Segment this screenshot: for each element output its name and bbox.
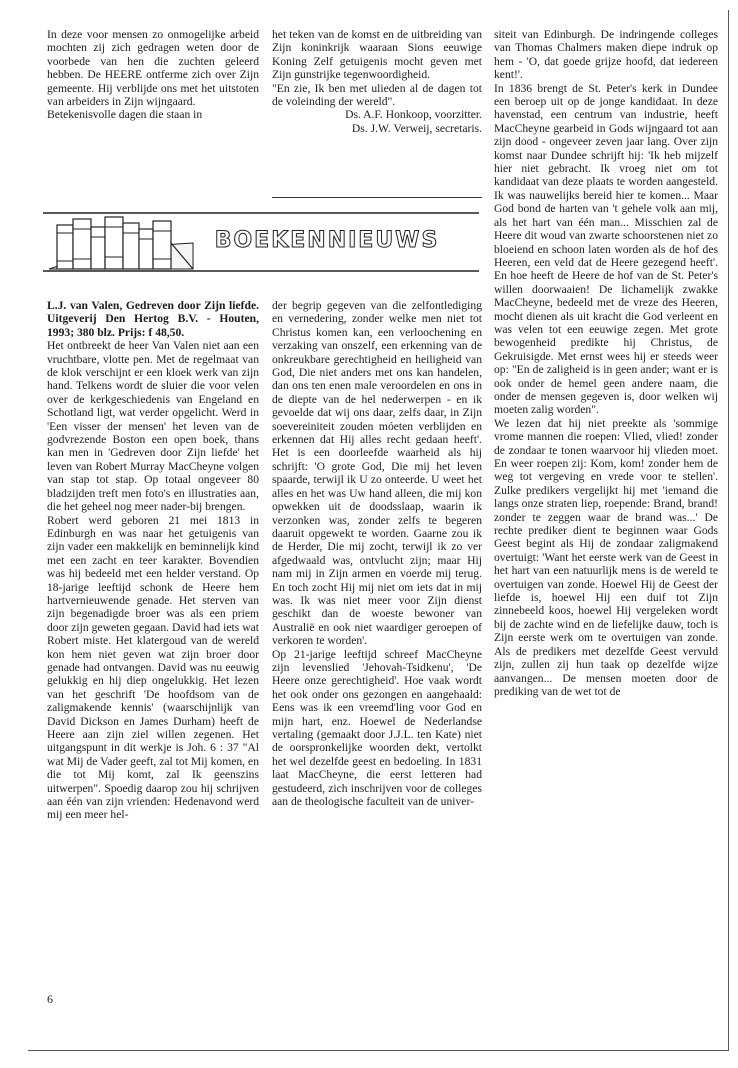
article-closing-left-column xyxy=(47,28,259,188)
review-body-right: siteit van Edinburgh. De indringende colleges van Thomas Chalmers maken diepe indruk op hem - 'O, dat goede grijze hoofd, dat iedereen kent!'. In 1836 brengt de St. Peter's kerk in Dundee een beroep uit op de jonge kandidaat. In deze havenstad, een centrum van industrie, heeft MacCheyne gearbeid in Gods wijngaard tot aan zijn dood - ongeveer zeven jaar lang. Over zijn komst naar Dundee schrijft hij: 'Ik heb mijzelf hier niet gebracht. Ik vroeg niet om tot kandidaat van deze plaats te worden aangesteld. Ik was nauwelijks bereid hier te komen... Maar God bond de harten van 't gehele volk aan mij, als het hart van één man... Misschien zal de Heere dit woud van zwarte schoorstenen niet zo bloeiend en schoon laten worden als de hof des Heeren, een veld dat de Heere gezegend heeft'. En hoe heeft de Heere de hof van de St. Peter's willen doorwaaien! De lichamelijk zwakke MacCheyne, bedeeld met de vreze des Heeren, mocht dienen als uit kracht die God verleent en was velen tot een eeuwige zegen. Met grote bewogenheid predikte hij Christus, de Gekruisigde. Met ernst wees hij er steeds weer op: "En de zaligheid is in geen ander; want er is ook onder de hemel geen andere naam, die onder de mensen gegeven is, door welken wij moeten zalig worden". We lezen dat hij niet preekte als 'sommige vrome mannen die roepen: Vlied, vlied! zonder de zondaar te tonen waarvoor hij vlieden moet. En weer roepen zij: Kom, kom! zonder hem de weg tot vergeving en vrede voor te stellen'. Zulke predikers vergelijkt hij met 'iemand die langs onze straten liep, roepende: Brand, brand! zonder te zeggen waar de brand was...' De rechte prediker dient te beginnen waar Gods Geest begint als Hij de zondaar zaligmakend overtuigt: 'Want het eerste werk van de Geest in het hart van een natuurlijk mens is de wereld te overtuigen van zonde. Hoewel Hij de Geest der liefde is, hoewel Hij een duif tot Zijn zinnebeeld koos, hoewel Hij vergeleken wordt bij de zachte wind en de liefelijke dauw, toch is Zijn eerste werk om te overtuigen van zonde. Als de predikers met dezelfde Geest vervuld zijn, zullen zij hun taak op dezelfde wijze aanvangen... De mensen moeten door de prediking van de wet tot de xyxy=(494,28,718,698)
closing-paragraph-continued: het teken van de komst en de uitbreiding van Zijn koninkrijk waaraan Sions eeuwige Koning Zelf getuigenis mocht geven met Zijn gunstrijke tegenwoordigheid. "En zie, Ik ben met ulieden al de dagen tot de voleinding der wereld". xyxy=(272,28,482,109)
review-right-column xyxy=(494,28,718,1003)
signature-secretary: Ds. J.W. Verweij, secretaris. xyxy=(351,121,482,135)
review-middle-column xyxy=(272,299,482,989)
section-banner xyxy=(43,207,479,277)
review-body-middle: der begrip gegeven van die zelfontlediging en vernedering, zonder welke men niet tot Christus komen kan, een verloochening en verzaking van onszelf, een erkenning van de onkreukbare gerechtigheid en heiligheid van God, Die niet anders met ons kan handelen, dan ons ten enen male veroordelen en ons in de diepte van de hel nederwerpen - en ik gevoelde dat wij ons daar, zelfs daar, in Zijn soevereiniteit zouden móeten verblijden en erkennen dat Hij alles recht gedaan heeft'. Het is een doorleefde waarheid als hij schrijft: 'O grote God, Die mij het leven spaarde, terwijl ik U zo onteerde. U weet het alles en het was Uw hand alleen, die mij kon opwekken uit de doodsslaap, waarin ik verzonken was, zonder zelfs te begeren daaruit opgewekt te worden. Gaarne zou ik de Herder, Die mij zocht, terwijl ik zo ver afgedwaald was, ontvlucht zijn; maar Hij nam mij in Zijn armen en voerde mij terug. En toch zocht Hij mij niet om iets dat in mij was. Ik was niet meer voor Zijn dienst geschikt dan de woeste bewoner van Australië en ook niet waardiger geroepen of verkoren te worden'. Op 21-jarige leeftijd schreef MacCheyne zijn levenslied 'Jehovah-Tsidkenu', 'De Heere onze gerechtigheid'. Hoe vaak wordt het ook onder ons gezongen en aangehaald: Eens was ik een vreemd'ling voor God en mijn hart, enz. Hoewel de Nederlandse vertaling (gemaakt door J.J.L. ten Kate) niet de oorspronkelijke woorden dekt, vertolkt het wel dezelfde geest en bedoeling. In 1831 laat MacCheyne, die eerst letteren had gestudeerd, zich inschrijven voor de colleges aan de theologische faculteit van de univer- xyxy=(272,299,482,809)
section-title: BOEKENNIEUWS xyxy=(214,228,440,253)
review-body-left: Het ontbreekt de heer Van Valen niet aan een vruchtbare, vlotte pen. Met de regelmaat van de klok verschijnt er een kloek werk van zijn hand. Telkens wordt de sluier die voor velen over de kerkgeschiedenis van Engeland en Schotland ligt, wat verder opgelicht. Werd in 'Een visser der mensen' het leven van de godvrezende Boston een open boek, thans kan men in 'Gedreven door Zijn liefde' het leven van Robert Murray MacCheyne volgen van stap tot stap. Op totaal ongeveer 80 bladzijden treft men foto's en illustraties aan, die het geheel nog meer nader-bij brengen. Robert werd geboren 21 mei 1813 in Edinburgh en was naar het getuigenis van zijn vader een makkelijk en beminnelijk kind met een zacht en teer karakter. Bovendien was hij bedeeld met een helder verstand. Op 18-jarige leeftijd schonk de Heere hem hartvernieuwende genade. Het sterven van zijn begenadigde broer was als een priem door zijn geweten gegaan. David had iets wat Robert miste. Het klatergoud van de wereld kon hem niet geven wat zijn broer door genade had ontvangen. David was nu eeuwig gelukkig en hij diep ongelukkig. Het lezen van het geschrift 'De hoofdsom van de zaligmakende kennis' (waarschijnlijk van David Dickson en James Durham) heeft de Heere aan zijn ziel willen zegenen. Het uitgangspunt in dit werkje is Joh. 6 : 37 "Al wat Mij de Vader geeft, zal tot Mij komen, en die tot Mij komt, zal Ik geenszins uitwerpen". Spoedig daarop zou hij schrijven aan één van zijn vrienden: Hedenavond werd mij een meer hel- xyxy=(47,339,259,822)
section-divider xyxy=(272,197,482,198)
review-left-column xyxy=(47,299,259,989)
article-closing-middle-column xyxy=(272,28,482,198)
page-number: 6 xyxy=(47,992,53,1006)
closing-paragraph: In deze voor mensen zo onmogelijke arbeid mochten zij zich gedragen weten door de voorbede van hen die zuchten geleerd hebben. De HEERE ontferme zich over Zijn gemeente. Hij verblijde ons met het uitstoten van arbeiders in Zijn wijngaard. Betekenisvolle dagen die staan in xyxy=(47,28,259,122)
signature-chairman: Ds. A.F. Honkoop, voorzitter. xyxy=(345,108,482,122)
book-review-heading: L.J. van Valen, Gedreven door Zijn liefde. Uitgeverij Den Hertog B.V. - Houten, 1993; 380 blz. Prijs: f 48,50. xyxy=(47,299,259,339)
